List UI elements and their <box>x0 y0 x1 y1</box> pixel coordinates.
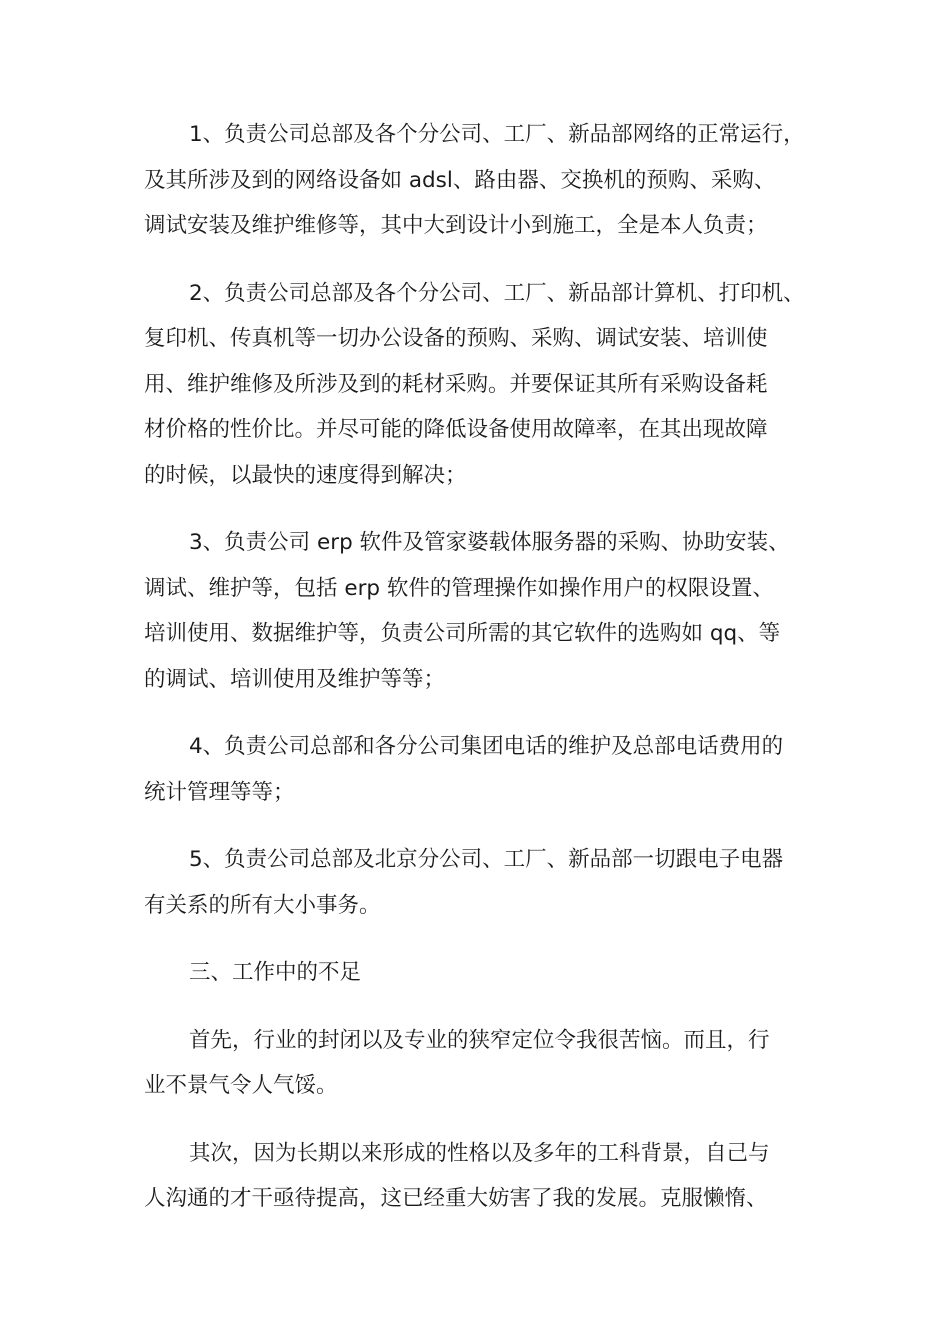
text-line: 调试、维护等，包括 erp 软件的管理操作如操作用户的权限设置、 <box>144 575 774 601</box>
text-line: 复印机、传真机等一切办公设备的预购、采购、调试安装、培训使 <box>144 326 768 351</box>
text-line: 的调试、培训使用及维护等等； <box>144 666 446 692</box>
text-line: 材价格的性价比。并尽可能的降低设备使用故障率，在其出现故障 <box>144 417 768 442</box>
text-line: 2、负责公司总部及各个分公司、工厂、新品部计算机、打印机、 <box>189 280 805 306</box>
section-heading <box>144 950 814 996</box>
text-line: 4、负责公司总部和各分公司集团电话的维护及总部电话费用的 <box>189 734 784 759</box>
text-line: 其次，因为长期以来形成的性格以及多年的工科背景，自己与 <box>189 1140 770 1166</box>
text-line: 用、维护维修及所涉及到的耗材采购。并要保证其所有采购设备耗 <box>144 371 768 397</box>
paragraph-duty-4 <box>144 724 814 815</box>
text-line: 业不景气令人气馁。 <box>144 1073 338 1098</box>
text-line: 调试安装及维护维修等，其中大到设计小到施工，全是本人负责； <box>144 213 768 238</box>
paragraph-shortcoming-1 <box>144 1018 814 1109</box>
paragraph-duty-5 <box>144 837 814 928</box>
text-line: 人沟通的才干亟待提高，这已经重大妨害了我的发展。克服懒惰、 <box>144 1186 768 1211</box>
text-line: 及其所涉及到的网络设备如 adsl、路由器、交换机的预购、采购、 <box>144 167 776 193</box>
text-line: 首先，行业的封闭以及专业的狭窄定位令我很苦恼。而且，行 <box>189 1027 770 1053</box>
paragraph-duty-3 <box>144 520 814 702</box>
paragraph-duty-2 <box>144 271 814 499</box>
text-line: 1、负责公司总部及各个分公司、工厂、新品部网络的正常运行， <box>189 122 805 147</box>
paragraph-duty-1 <box>144 112 814 249</box>
text-line: 有关系的所有大小事务。 <box>144 892 381 918</box>
text-line: 三、工作中的不足 <box>189 960 362 985</box>
text-line: 的时候，以最快的速度得到解决； <box>144 462 467 488</box>
text-line: 统计管理等等； <box>144 779 295 805</box>
paragraph-shortcoming-2 <box>144 1131 814 1222</box>
text-line: 3、负责公司 erp 软件及管家婆载体服务器的采购、协助安装、 <box>189 530 790 555</box>
text-line: 培训使用、数据维护等，负责公司所需的其它软件的选购如 qq、等 <box>144 621 781 646</box>
text-line: 5、负责公司总部及北京分公司、工厂、新品部一切跟电子电器 <box>189 847 784 872</box>
document-body <box>144 112 814 1244</box>
